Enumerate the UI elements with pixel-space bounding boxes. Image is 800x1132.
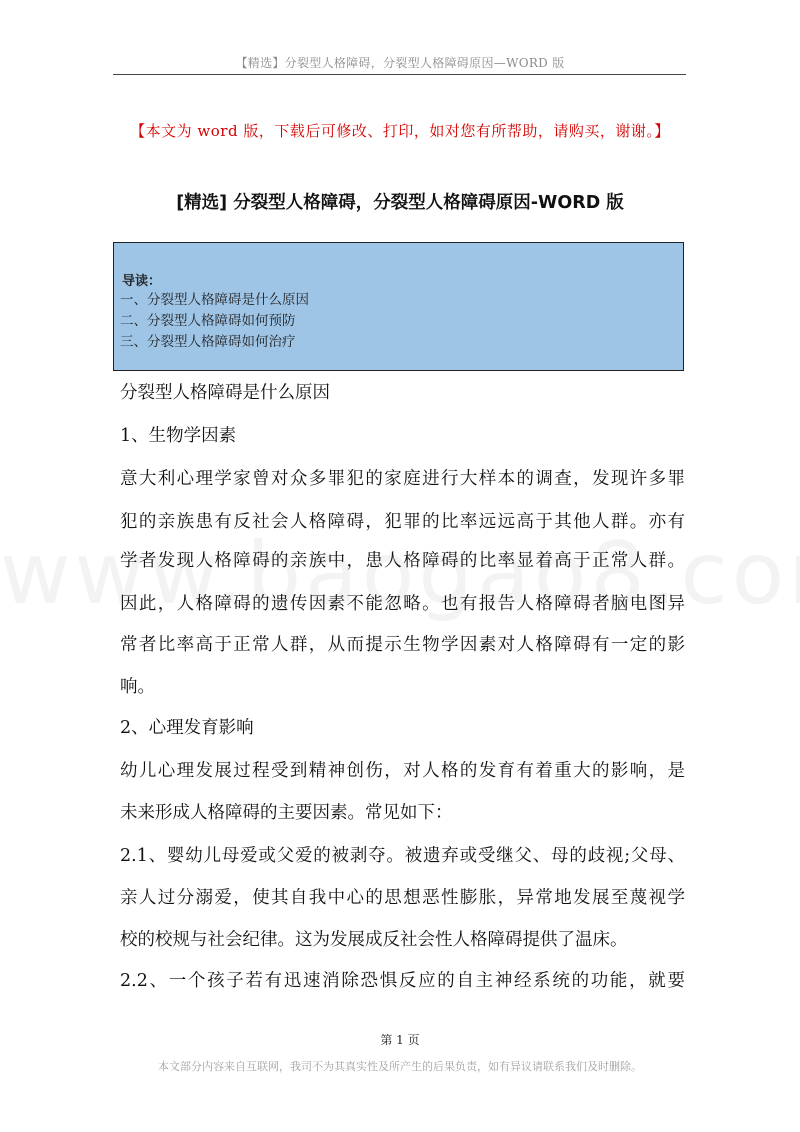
paragraph-line: 学者发现人格障碍的亲族中，患人格障碍的比率显着高于正常人群。 <box>120 551 685 571</box>
paragraph-line: 意大利心理学家曾对众多罪犯的家庭进行大样本的调查，发现许多罪 <box>120 469 685 489</box>
guide-item: 三、分裂型人格障碍如何治疗 <box>120 334 296 350</box>
download-notice: 【本文为 word 版，下载后可修改、打印，如对您有所帮助，请购买，谢谢。】 <box>130 122 670 140</box>
subsection-heading: 2、心理发育影响 <box>120 718 254 738</box>
paragraph-line: 常者比率高于正常人群，从而提示生物学因素对人格障碍有一定的影 <box>120 635 685 655</box>
section-heading: 分裂型人格障碍是什么原因 <box>120 383 330 403</box>
page-number: 第 1 页 <box>380 1033 420 1047</box>
header-divider <box>113 74 686 75</box>
paragraph-line: 犯的亲族患有反社会人格障碍，犯罪的比率远远高于其他人群。亦有 <box>120 512 685 532</box>
guide-heading: 导读： <box>122 274 162 289</box>
paragraph-line: 校的校规与社会纪律。这为发展成反社会性人格障碍提供了温床。 <box>120 930 628 950</box>
subsection-heading: 1、生物学因素 <box>120 426 237 446</box>
footer-disclaimer: 本文部分内容来自互联网，我司不为其真实性及所产生的后果负责，如有异议请联系我们及时删除。 <box>158 1060 642 1073</box>
paragraph-line: 2.2、一个孩子若有迅速消除恐惧反应的自主神经系统的功能，就要 <box>120 971 685 991</box>
paragraph-line: 响。 <box>120 677 155 697</box>
paragraph-line: 幼儿心理发展过程受到精神创伤，对人格的发育有着重大的影响，是 <box>120 761 685 781</box>
document-title: [精选] 分裂型人格障碍，分裂型人格障碍原因-WORD 版 <box>176 193 624 213</box>
paragraph-line: 2.1、婴幼儿母爱或父爱的被剥夺。被遗弃或受继父、母的歧视;父母、 <box>120 846 685 866</box>
guide-item: 一、分裂型人格障碍是什么原因 <box>120 292 309 308</box>
page-header-text: 【精选】分裂型人格障碍，分裂型人格障碍原因—WORD 版 <box>235 56 565 70</box>
paragraph-line: 亲人过分溺爱，使其自我中心的思想恶性膨胀，异常地发展至蔑视学 <box>120 888 685 908</box>
guide-item: 二、分裂型人格障碍如何预防 <box>120 313 296 329</box>
paragraph-line: 未来形成人格障碍的主要因素。常见如下： <box>120 803 453 823</box>
paragraph-line: 因此，人格障碍的遗传因素不能忽略。也有报告人格障碍者脑电图异 <box>120 594 685 614</box>
guide-box <box>113 242 684 371</box>
